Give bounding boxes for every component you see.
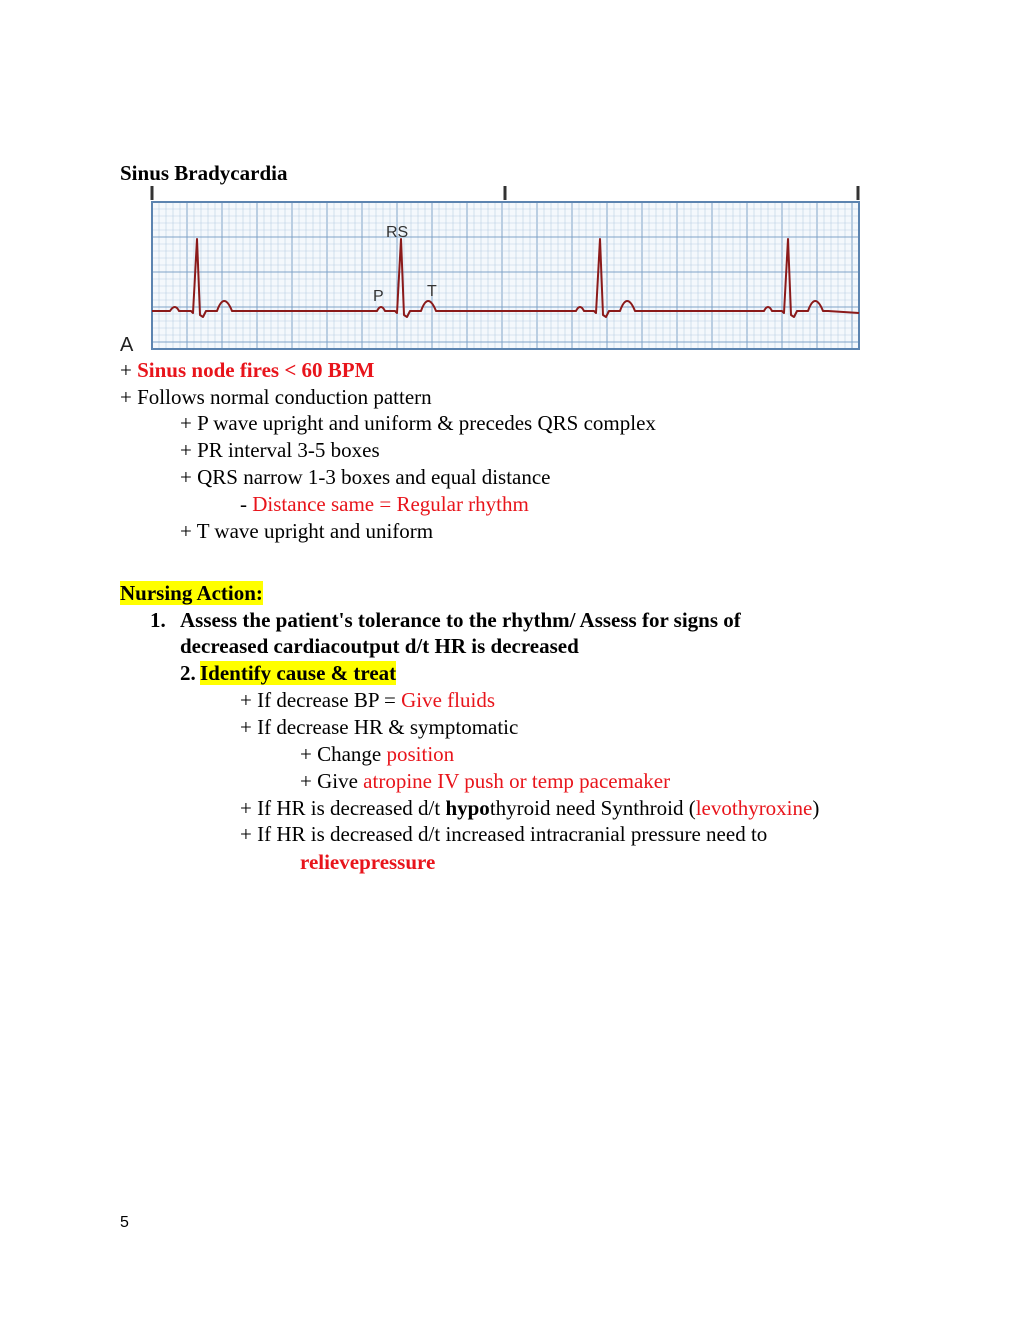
t-label: T bbox=[427, 283, 437, 300]
p-label: P bbox=[373, 288, 384, 305]
regular-rhythm-note: - Distance same = Regular rhythm bbox=[240, 492, 529, 516]
atropine-action: + Give atropine IV push or temp pacemaker bbox=[300, 769, 671, 793]
rs-label: RS bbox=[386, 224, 409, 241]
t-wave-criterion: + T wave upright and uniform bbox=[180, 519, 434, 543]
step-1-number: 1. bbox=[150, 608, 166, 632]
step-2-text: Identify cause & treat bbox=[200, 661, 397, 685]
step-1-text-line-2: decreased cardiacoutput d/t HR is decreased bbox=[180, 634, 579, 658]
low-bp-action: + If decrease BP = Give fluids bbox=[240, 688, 496, 712]
page-title: Sinus Bradycardia bbox=[120, 161, 288, 185]
step-1-text-line-1: Assess the patient's tolerance to the rhythm/ Assess for signs of bbox=[180, 608, 741, 632]
ecg-strip bbox=[115, 184, 865, 356]
change-position-action: + Change position bbox=[300, 742, 455, 766]
icp-condition: + If HR is decreased d/t increased intracranial pressure need to bbox=[240, 822, 768, 846]
icp-action: relievepressure bbox=[300, 850, 436, 874]
conduction-criterion: + Follows normal conduction pattern bbox=[120, 385, 432, 409]
low-hr-symptomatic: + If decrease HR & symptomatic bbox=[240, 715, 519, 739]
qrs-criterion: + QRS narrow 1-3 boxes and equal distance bbox=[180, 465, 551, 489]
rate-criterion: + Sinus node fires < 60 BPM bbox=[120, 358, 375, 382]
p-wave-criterion: + P wave upright and uniform & precedes QRS complex bbox=[180, 411, 656, 435]
page-number: 5 bbox=[120, 1214, 129, 1231]
ecg-grid bbox=[152, 202, 859, 349]
hypothyroid-action: + If HR is decreased d/t hypothyroid need Synthroid (levothyroxine) bbox=[240, 796, 820, 820]
pr-interval-criterion: + PR interval 3-5 boxes bbox=[180, 438, 380, 462]
nursing-action-heading: Nursing Action: bbox=[120, 581, 263, 605]
panel-letter: A bbox=[120, 334, 134, 356]
step-2-number: 2. bbox=[180, 661, 196, 685]
